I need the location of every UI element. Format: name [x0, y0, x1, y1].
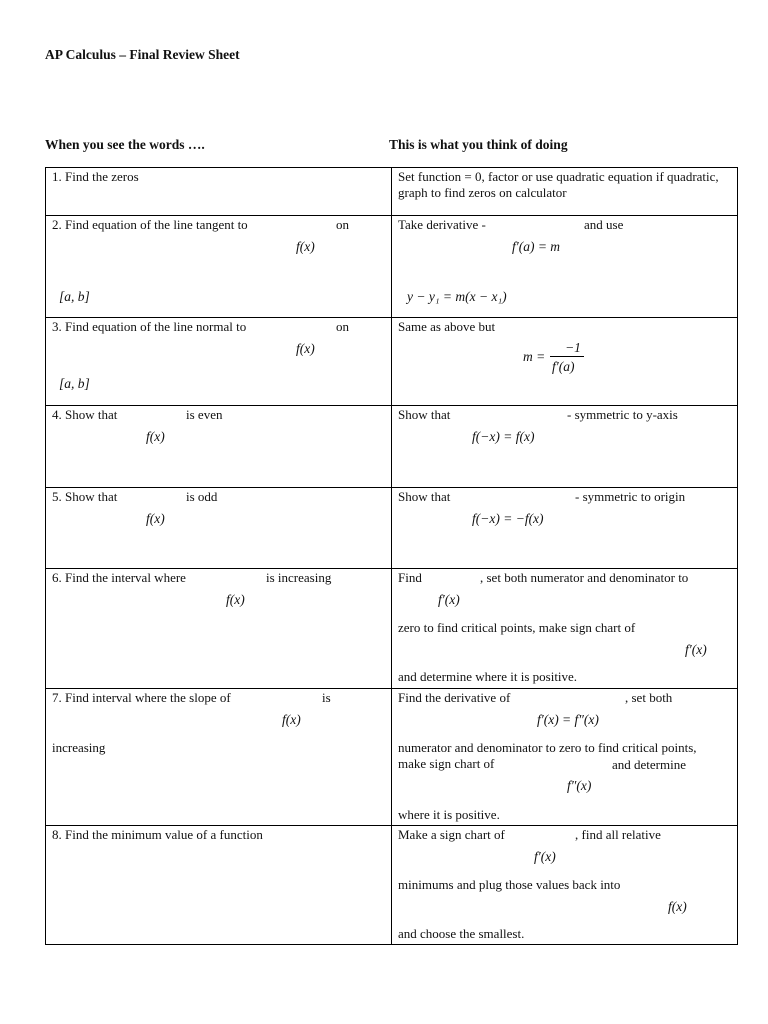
- slope-equals: m =: [523, 349, 546, 364]
- odd-function-equation: f(−x) = −f(x): [472, 511, 544, 526]
- prompt-cell: [46, 689, 392, 825]
- function-expression: f(x): [296, 239, 315, 254]
- action-text: where it is positive.: [398, 807, 500, 822]
- prompt-text: 7. Find interval where the slope of: [52, 690, 231, 705]
- action-cell: [392, 826, 738, 944]
- prompt-text: 1. Find the zeros: [52, 169, 139, 184]
- action-text: - symmetric to y-axis: [567, 407, 678, 422]
- derivative-expression: f′(x): [438, 592, 460, 607]
- action-text: Find the derivative of: [398, 690, 511, 705]
- prompt-cell: [46, 318, 392, 405]
- prompt-cell: [46, 826, 392, 944]
- prompt-cell: [46, 488, 392, 568]
- action-text: Find: [398, 570, 422, 585]
- prompt-on-text: on: [336, 319, 349, 334]
- fraction-denominator: f′(a): [552, 359, 575, 374]
- action-cell: [392, 318, 738, 405]
- action-text: Same as above but: [398, 319, 496, 334]
- action-text: , set both numerator and denominator to: [480, 570, 689, 585]
- function-expression: f(x): [146, 511, 165, 526]
- function-expression: f(x): [146, 429, 165, 444]
- derivative-equation: f′(x) = f″(x): [537, 712, 599, 727]
- prompt-text: is odd: [186, 489, 218, 504]
- table-row: [46, 406, 738, 488]
- action-text: , set both: [625, 690, 673, 705]
- action-text: and determine where it is positive.: [398, 669, 578, 684]
- prompt-text: increasing: [52, 740, 106, 755]
- function-expression: f(x): [668, 899, 687, 914]
- table-row: [46, 569, 738, 689]
- action-text: - symmetric to origin: [575, 489, 686, 504]
- prompt-cell: [46, 168, 392, 215]
- prompt-text: 4. Show that: [52, 407, 118, 422]
- prompt-cell: [46, 406, 392, 487]
- interval-expression: [a, b]: [59, 289, 90, 304]
- table-row: [46, 488, 738, 569]
- prompt-text: 3. Find equation of the line normal to: [52, 319, 247, 334]
- table-row: [46, 689, 738, 826]
- prompt-text: is even: [186, 407, 223, 422]
- second-derivative-expression: f″(x): [567, 778, 592, 793]
- action-cell: [392, 689, 738, 825]
- derivative-equation: f′(a) = m: [512, 239, 561, 254]
- action-text: Show that: [398, 407, 451, 422]
- table-row: [46, 318, 738, 406]
- function-expression: f(x): [296, 341, 315, 356]
- column-header-words: When you see the words ….: [45, 137, 205, 152]
- fraction-bar: [550, 356, 584, 357]
- fraction-numerator: −1: [565, 340, 581, 355]
- action-text: and determine: [612, 757, 686, 772]
- action-text: and use: [584, 217, 624, 232]
- prompt-text: 6. Find the interval where: [52, 570, 186, 585]
- function-expression: f(x): [282, 712, 301, 727]
- action-cell: [392, 488, 738, 568]
- prompt-text: is increasing: [266, 570, 332, 585]
- action-text: zero to find critical points, make sign chart of: [398, 620, 636, 635]
- prompt-text: 8. Find the minimum value of a function: [52, 827, 263, 842]
- even-function-equation: f(−x) = f(x): [472, 429, 535, 444]
- prompt-text: 5. Show that: [52, 489, 118, 504]
- derivative-expression: f′(x): [685, 642, 707, 657]
- column-header-doing: This is what you think of doing: [389, 137, 568, 152]
- action-text: Set function = 0, factor or use quadratic equation if quadratic, graph to find zeros on calculator: [398, 169, 719, 200]
- prompt-cell: [46, 216, 392, 317]
- action-text: Show that: [398, 489, 451, 504]
- prompt-text: 2. Find equation of the line tangent to: [52, 217, 248, 232]
- point-slope-equation: y − y₁ = m(x − x₁): [407, 289, 507, 304]
- action-text: , find all relative: [575, 827, 661, 842]
- table-row: [46, 216, 738, 318]
- action-text: Take derivative -: [398, 217, 486, 232]
- table-row: [46, 826, 738, 945]
- interval-expression: [a, b]: [59, 376, 90, 391]
- review-table: [45, 167, 738, 945]
- table-row: [46, 168, 738, 216]
- action-text: minimums and plug those values back into: [398, 877, 621, 892]
- action-text: Make a sign chart of: [398, 827, 505, 842]
- action-text: and choose the smallest.: [398, 926, 525, 941]
- derivative-expression: f′(x): [534, 849, 556, 864]
- action-cell: [392, 406, 738, 487]
- page-title: AP Calculus – Final Review Sheet: [45, 47, 240, 62]
- prompt-on-text: on: [336, 217, 349, 232]
- action-cell: [392, 168, 738, 215]
- function-expression: f(x): [226, 592, 245, 607]
- action-cell: [392, 569, 738, 688]
- prompt-cell: [46, 569, 392, 688]
- action-text: numerator and denominator to zero to find critical points, make sign chart of: [398, 740, 697, 771]
- prompt-text: is: [322, 690, 331, 705]
- action-cell: [392, 216, 738, 317]
